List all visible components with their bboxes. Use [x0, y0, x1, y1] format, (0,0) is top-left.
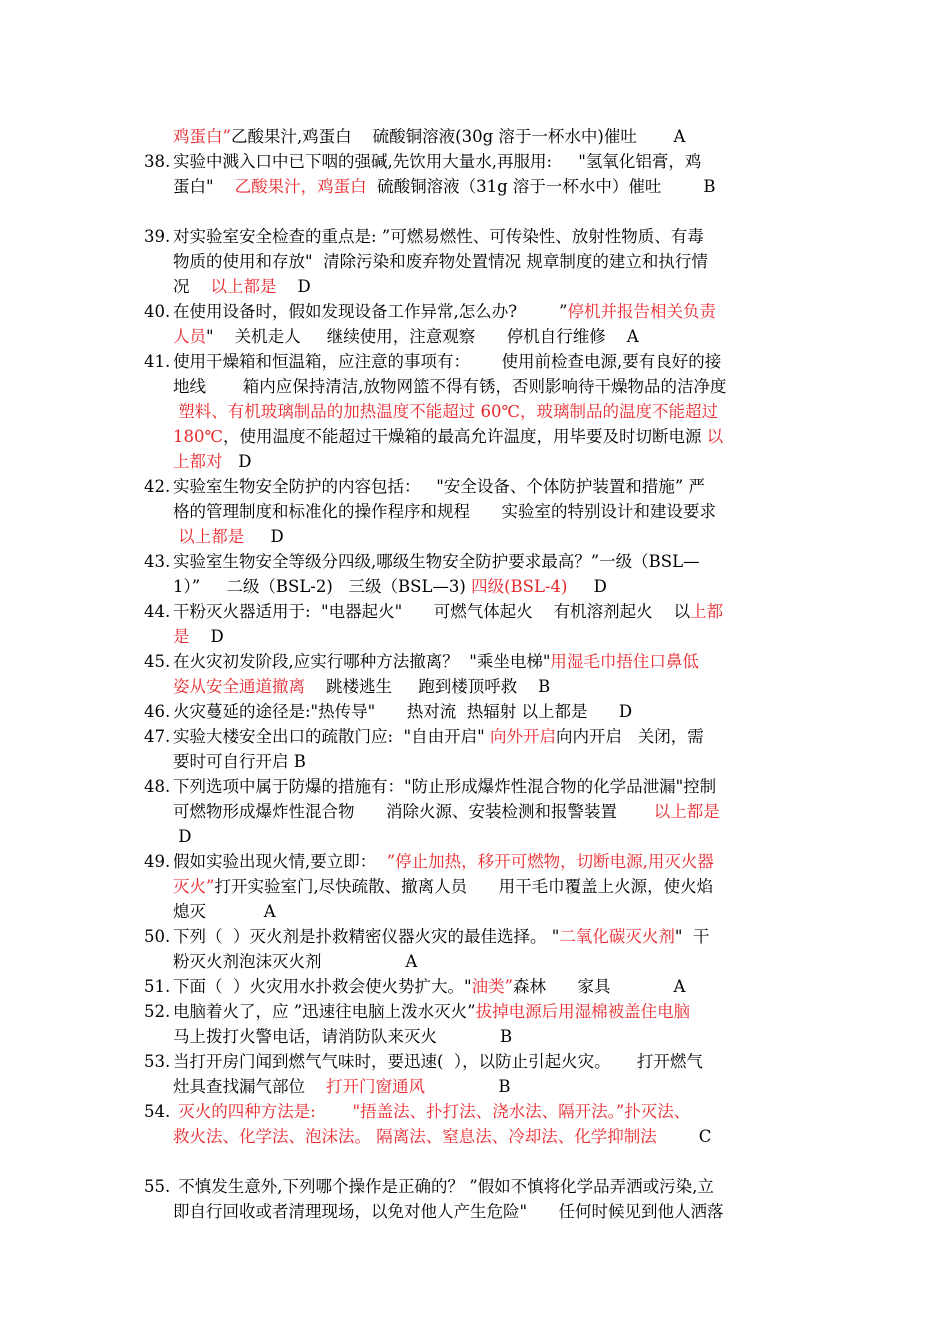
text-line	[173, 1024, 512, 1049]
text-line	[173, 474, 705, 499]
answer-highlight: 救火法、化学法、泡沫法。 隔离法、窒息法、冷却法、化学抑制法	[173, 1127, 657, 1146]
text-line	[173, 499, 716, 524]
text-line	[173, 524, 284, 549]
text-line	[173, 849, 714, 874]
text-run: 硫酸铜溶液（31g 溶于一杯水中）催吐 B	[366, 177, 716, 196]
text-line	[173, 624, 224, 649]
text-run: 森林 家具 A	[513, 977, 686, 996]
text-line	[173, 1099, 690, 1124]
text-run: 乙酸果汁,鸡蛋白 硫酸铜溶液(30g 溶于一杯水中)催吐 A	[230, 127, 686, 146]
text-line	[173, 974, 685, 999]
answer-highlight: 以上都是	[210, 277, 277, 296]
answer-highlight: 二氧化碳灭火剂	[559, 927, 675, 946]
text-run: 跳楼逃生 跑到楼顶呼救 B	[305, 677, 551, 696]
text-line	[173, 249, 708, 274]
text-run: 当打开房门闻到燃气气味时，要迅速( ），以防止引起火灾。 打开燃气	[173, 1052, 703, 1071]
text-line	[173, 1199, 724, 1224]
text-line	[173, 924, 709, 949]
text-line	[173, 174, 715, 199]
question-number: 49.	[144, 852, 171, 871]
question-number: 50.	[144, 927, 171, 946]
text-run: 熄灭 A	[173, 902, 276, 921]
question-number: 52.	[144, 1002, 171, 1021]
text-line	[173, 399, 718, 424]
text-line	[173, 1074, 511, 1099]
text-line	[173, 1049, 703, 1074]
question-number: 39.	[144, 227, 171, 246]
question-number: 46.	[144, 702, 171, 721]
question-number: 45.	[144, 652, 171, 671]
text-line	[173, 599, 723, 624]
text-run: 蛋白"	[173, 177, 235, 196]
question-number: 55.	[144, 1177, 171, 1196]
text-run: 况	[173, 277, 211, 296]
answer-highlight: 乙酸果汁，鸡蛋白	[234, 177, 367, 196]
answer-highlight: 打开门窗通风	[325, 1077, 425, 1096]
text-run: 马上拨打火警电话，请消防队来灭火 B	[173, 1027, 513, 1046]
text-run: 电脑着火了，应 ”迅速往电脑上泼水灭火”	[173, 1002, 476, 1021]
question-number: 42.	[144, 477, 171, 496]
text-run: 实验室生物安全防护的内容包括： "安全设备、个体防护装置和措施” 严	[173, 477, 706, 496]
question-number: 44.	[144, 602, 171, 621]
text-run: 对实验室安全检查的重点是: ”可燃易燃性、可传染性、放射性物质、有毒	[173, 227, 704, 246]
text-line	[173, 824, 191, 849]
answer-highlight: 塑料、有机玻璃制品的加热温度不能超过 60℃，玻璃制品的温度不能超过	[173, 402, 718, 421]
answer-highlight: ”停止加热，移开可燃物，切断电源,用灭火器	[386, 852, 714, 871]
text-run: 要时可自行开启 B	[173, 752, 306, 771]
answer-highlight: 用湿毛巾捂住口鼻低	[550, 652, 699, 671]
text-line	[173, 874, 713, 899]
text-run: D	[244, 527, 284, 546]
text-run: 格的管理制度和标准化的操作程序和规程 实验室的特别设计和建设要求	[173, 502, 716, 521]
text-run: 实验室生物安全等级分四级,哪级生物安全防护要求最高？”一级（BSL—	[173, 552, 700, 571]
answer-highlight: 180℃	[173, 427, 223, 446]
text-run: D	[222, 452, 252, 471]
answer-highlight: 灭火的四种方法是: "捂盖法、扑打法、浇水法、隔开法。”扑灭法、	[173, 1102, 691, 1121]
text-run: 可燃物形成爆炸性混合物 消除火源、安装检测和报警装置	[173, 802, 654, 821]
text-run: 即自行回收或者清理现场，以免对他人产生危险" 任何时候见到他人洒落	[173, 1202, 724, 1221]
text-run: D	[173, 827, 192, 846]
text-run: 1）” 二级（BSL-2) 三级（BSL—3)	[173, 577, 472, 596]
text-run: D	[276, 277, 311, 296]
text-line	[173, 374, 726, 399]
text-run: 火灾蔓延的途径是:"热传导" 热对流 热辐射 以上都是 D	[173, 702, 633, 721]
text-run: 假如实验出现火情,要立即：	[173, 852, 387, 871]
answer-highlight: 灭火”	[173, 877, 215, 896]
text-run: 使用干燥箱和恒温箱，应注意的事项有： 使用前检查电源,要有良好的接	[173, 352, 722, 371]
text-line	[173, 574, 607, 599]
question-number: 47.	[144, 727, 171, 746]
text-run: ，使用温度不能超过干燥箱的最高允许温度，用毕要及时切断电源	[222, 427, 707, 446]
text-run: 干粉灭火器适用于: "电器起火" 可燃气体起火 有机溶剂起火 以	[173, 602, 691, 621]
question-number: 43.	[144, 552, 171, 571]
answer-highlight: 姿从安全通道撤离	[173, 677, 305, 696]
text-run: 下列选项中属于防爆的措施有："防止形成爆炸性混合物的化学品泄漏"控制	[173, 777, 717, 796]
text-run: B	[424, 1077, 511, 1096]
text-run: 在使用设备时，假如发现设备工作异常,怎么办? ”	[173, 302, 568, 321]
text-run: " 关机走人 继续使用，注意观察 停机自行维修 A	[206, 327, 639, 346]
text-line	[173, 299, 716, 324]
text-run: 打开实验室门,尽快疏散、撤离人员 用干毛巾覆盖上火源，使火焰	[214, 877, 714, 896]
text-line	[173, 424, 723, 449]
text-line	[173, 349, 721, 374]
text-run: D	[567, 577, 607, 596]
text-line	[173, 724, 704, 749]
text-run: 不慎发生意外,下列哪个操作是正确的？ ”假如不慎将化学品弄洒或污染,立	[173, 1177, 714, 1196]
question-number: 41.	[144, 352, 171, 371]
text-line	[173, 774, 716, 799]
answer-highlight: 上都	[690, 602, 724, 621]
answer-highlight: 拔掉电源后用湿棉被盖住电脑	[475, 1002, 691, 1021]
text-line	[173, 1174, 714, 1199]
text-line	[173, 274, 311, 299]
answer-highlight: 停机并报告相关负责	[567, 302, 716, 321]
text-run: 物质的使用和存放" 清除污染和废弃物处置情况 规章制度的建立和执行情	[173, 252, 708, 271]
question-number: 53.	[144, 1052, 171, 1071]
answer-highlight: 向外开启	[489, 727, 556, 746]
question-number: 54.	[144, 1102, 171, 1121]
question-number: 48.	[144, 777, 171, 796]
text-line	[173, 324, 639, 349]
text-run: 下面（ ）火灾用水扑救会使火势扩大。"	[173, 977, 472, 996]
text-line	[173, 649, 699, 674]
text-line	[173, 674, 550, 699]
answer-highlight: 上都对	[173, 452, 223, 471]
text-line	[173, 949, 417, 974]
text-run: " 干	[674, 927, 710, 946]
question-number: 38.	[144, 152, 171, 171]
answer-highlight: 油类”	[471, 977, 514, 996]
text-line	[173, 449, 251, 474]
text-line	[173, 799, 720, 824]
answer-highlight: 以上都是	[653, 802, 720, 821]
answer-highlight: 是	[173, 627, 190, 646]
text-run: D	[189, 627, 224, 646]
text-line	[173, 1124, 711, 1149]
text-run: C	[656, 1127, 712, 1146]
text-line	[173, 749, 306, 774]
text-line	[173, 124, 685, 149]
text-run: 实验中溅入口中已下咽的强碱,先饮用大量水,再服用: "氢氧化铝膏，鸡	[173, 152, 702, 171]
text-line	[173, 699, 632, 724]
question-number: 51.	[144, 977, 171, 996]
answer-highlight: 以上都是	[173, 527, 245, 546]
text-line	[173, 549, 700, 574]
answer-highlight: 四级(BSL-4)	[471, 577, 568, 596]
question-number: 40.	[144, 302, 171, 321]
text-run: 地线 箱内应保持清洁,放物网篮不得有锈，否则影响待干燥物品的洁净度	[173, 377, 727, 396]
text-line	[173, 899, 276, 924]
text-line	[173, 149, 701, 174]
answer-highlight: 鸡蛋白”	[173, 127, 231, 146]
text-run: 下列（ ）灭火剂是扑救精密仪器火灾的最佳选择。 "	[173, 927, 560, 946]
text-run: 向内开启 关闭，需	[555, 727, 704, 746]
text-run: 实验大楼安全出口的疏散门应: "自由开启"	[173, 727, 490, 746]
answer-highlight: 人员	[173, 327, 206, 346]
text-line	[173, 224, 704, 249]
text-run: 灶具查找漏气部位	[173, 1077, 326, 1096]
text-line	[173, 999, 690, 1024]
answer-highlight: 以	[706, 427, 724, 446]
text-run: 在火灾初发阶段,应实行哪种方法撤离？ "乘坐电梯"	[173, 652, 551, 671]
text-run: 粉灭火剂泡沫灭火剂 A	[173, 952, 418, 971]
